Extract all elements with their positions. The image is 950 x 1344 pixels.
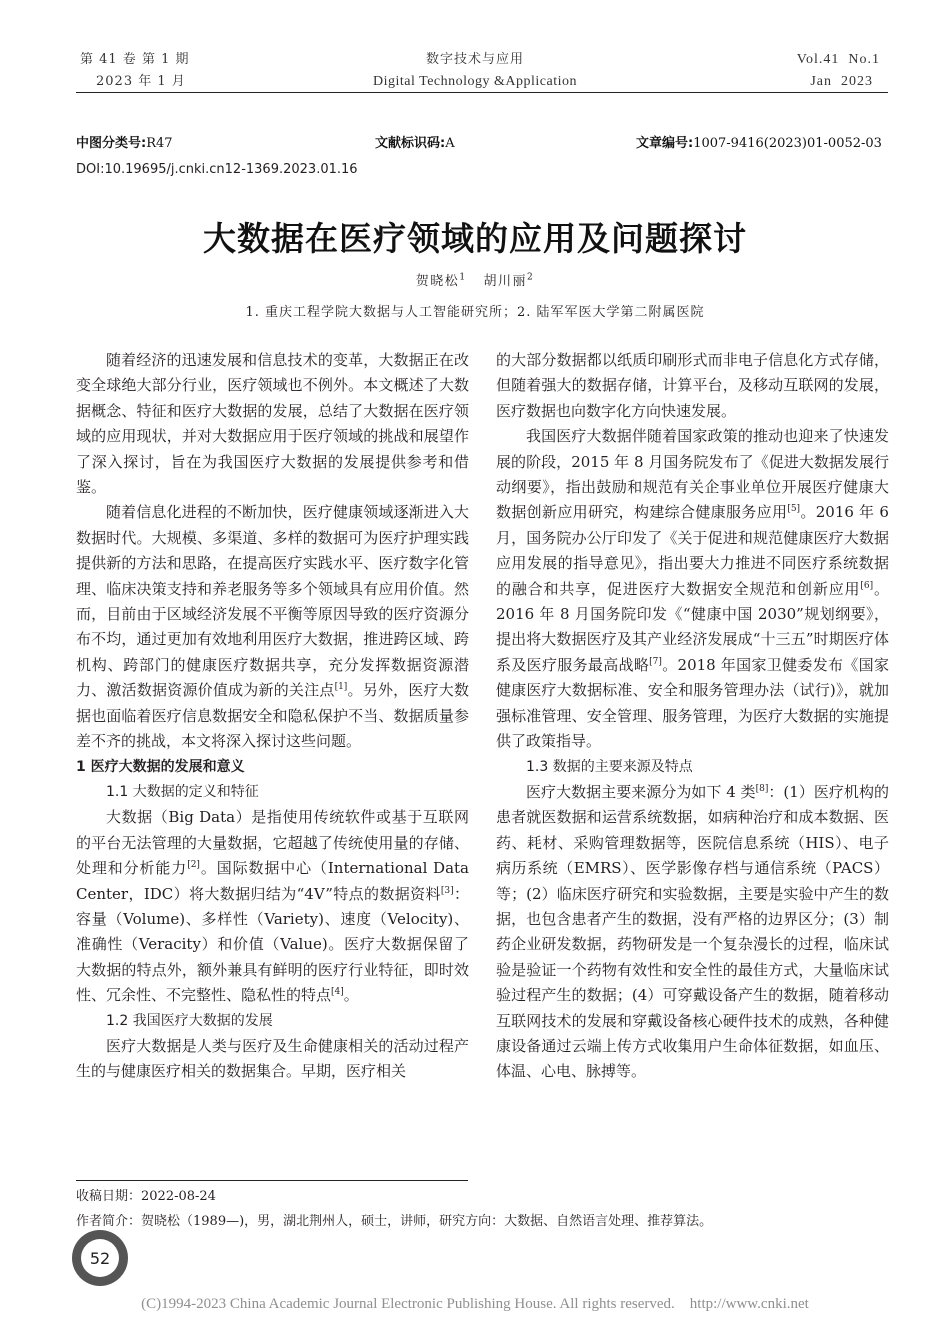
- subsection-heading-1-3: 1.3 数据的主要来源及特点: [526, 758, 693, 775]
- author-bio: 作者简介：贺晓松（1989—)，男，湖北荆州人，硕士，讲师，研究方向：大数据、自然语言处理、推荐算法。: [76, 1214, 713, 1229]
- header-volume-issue: 第 41 卷 第 1 期: [80, 52, 190, 67]
- page-number: 52: [81, 1239, 119, 1277]
- paragraph-development: 医疗大数据是人类与医疗及生命健康相关的活动过程产生的与健康医疗相关的数据集合。早期，医疗相关: [76, 1036, 469, 1081]
- intro-paragraph: 随着信息化进程的不断加快，医疗健康领域逐渐进入大数据时代。大规模、多渠道、多样的数据可为医疗护理实践提供新的方法和思路，在提高医疗实践水平、医疗数字化管理、临床决策支持和养老服务等多个领域具有应用价值。然而，目前由于区域经济发展不平衡等原因导致的医疗资源分布不均，通过更加有效地利用医疗大数据，推进跨区域、跨机构、跨部门的健康医疗数据共享，充分发挥数据资源潜力、激活数据资源价值成为新的关注点[1]。另外，医疗大数据也面临着医疗信息数据安全和隐私保护不当、数据质量参差不齐的挑战，本文将深入探讨这些问题。: [76, 503, 469, 751]
- paragraph-definition: 大数据（Big Data）是指使用传统软件或基于互联网的平台无法管理的大量数据，它超越了传统使用量的存储、处理和分析能力[2]。国际数据中心（International Data Center，IDC）将大数据归结为“4V”特点的数据资料[3]：容量（Volume)、多样性（Variety)、速度（Velocity)、准确性（Veracity）和价值（Value)。医疗大数据保留了大数据的特点外，额外兼具有鲜明的医疗行业特征，即时效性、冗余性、不完整性、隐私性的特点[4]。: [76, 808, 469, 1005]
- abstract-paragraph: 随着经济的迅速发展和信息技术的变革，大数据正在改变全球绝大部分行业，医疗领域也不例外。本文概述了大数据概念、特征和医疗大数据的发展，总结了大数据在医疗领域的应用现状，并对大数据应用于医疗领域的挑战和展望作了深入探讨，旨在为我国医疗大数据的发展提供参考和借鉴。: [76, 351, 469, 497]
- subsection-heading-1-2: 1.2 我国医疗大数据的发展: [106, 1012, 273, 1029]
- paragraph-continued: 的大部分数据都以纸质印刷形式而非电子信息化方式存储，但随着强大的数据存储，计算平台，及移动互联网的发展，医疗数据也向数字化方向快速发展。: [496, 351, 889, 420]
- authors: 贺晓松$^1$ 胡川丽$^2$: [415, 272, 535, 289]
- copyright-notice: (C)1994-2023 China Academic Journal Electronic Publishing House. All rights reserved. http://www.cnki.net: [141, 1296, 809, 1312]
- paragraph-sources: 医疗大数据主要来源分为如下 4 类[8]：(1）医疗机构的患者就医数据和运营系统数据，如病种治疗和成本数据、医药、耗材、采购管理数据等，医院信息系统（HIS）、电子病历系统（EMRS）、医学影像存档与通信系统（PACS）等；(2）临床医疗研究和实验数据，主要是实验中产生的数据，也包含患者产生的数据，没有严格的边界区分；(3）制药企业研发数据，药物研发是一个复杂漫长的过程，临床试验是验证一个药物有效性和安全性的最佳方式，大量临床试验过程产生的数据；(4）可穿戴设备产生的数据，随着移动互联网技术的发展和穿戴设备核心硬件技术的成熟，各种健康设备通过云端上传方式收集用户生命体征数据，如血压、体温、心电、脉搏等。: [496, 782, 889, 1081]
- header-date-cn: 2023 年 1 月: [96, 74, 186, 89]
- header-vol-no: Vol.41 No.1: [796, 52, 880, 67]
- left-column: [76, 348, 469, 1085]
- affiliations: 1. 重庆工程学院大数据与人工智能研究所；2. 陆军军医大学第二附属医院: [245, 305, 705, 320]
- article-title: 大数据在医疗领域的应用及问题探讨: [203, 219, 747, 258]
- document-code: 文献标识码:A: [375, 136, 455, 151]
- right-column: [496, 348, 889, 1085]
- author-2: 胡川丽: [483, 274, 527, 289]
- page-number-seal: [72, 1230, 128, 1286]
- header-date-en: Jan 2023: [810, 74, 873, 89]
- section-heading-1: 1 医疗大数据的发展和意义: [76, 758, 245, 775]
- doi: DOI:10.19695/j.cnki.cn12-1369.2023.01.16: [76, 162, 358, 177]
- subsection-heading-1-1: 1.1 大数据的定义和特征: [106, 783, 259, 800]
- footnote-rule: [76, 1180, 468, 1181]
- header-rule: [76, 92, 888, 93]
- header-journal-en: Digital Technology &Application: [372, 74, 577, 89]
- article-number: 文章编号:1007-9416(2023)01-0052-03: [636, 136, 882, 151]
- clc-number: 中图分类号:R47: [76, 136, 173, 151]
- author-1: 贺晓松: [415, 274, 460, 289]
- header-journal-cn: 数字技术与应用: [425, 52, 524, 67]
- received-date: 收稿日期：2022-08-24: [76, 1189, 216, 1204]
- paragraph-policy: 我国医疗大数据伴随着国家政策的推动也迎来了快速发展的阶段，2015 年 8 月国务院发布了《促进大数据发展行动纲要》，指出鼓励和规范有关企事业单位开展医疗健康大数据创新应用研究，构建综合健康服务应用[5]。2016 年 6 月，国务院办公厅印发了《关于促进和规范健康医疗大数据应用发展的指导意见》，指出要大力推进不同医疗系统数据的融合和共享，促进医疗大数据安全规范和创新应用[6]。2016 年 8 月国务院印发《“健康中国 2030”规划纲要》，提出将大数据医疗及其产业经济发展成“十三五”时期医疗体系及医疗服务最高战略[7]。2018 年国家卫健委发布《国家健康医疗大数据标准、安全和服务管理办法（试行)》，就加强标准管理、安全管理、服务管理，为医疗大数据的实施提供了政策指导。: [496, 427, 889, 751]
